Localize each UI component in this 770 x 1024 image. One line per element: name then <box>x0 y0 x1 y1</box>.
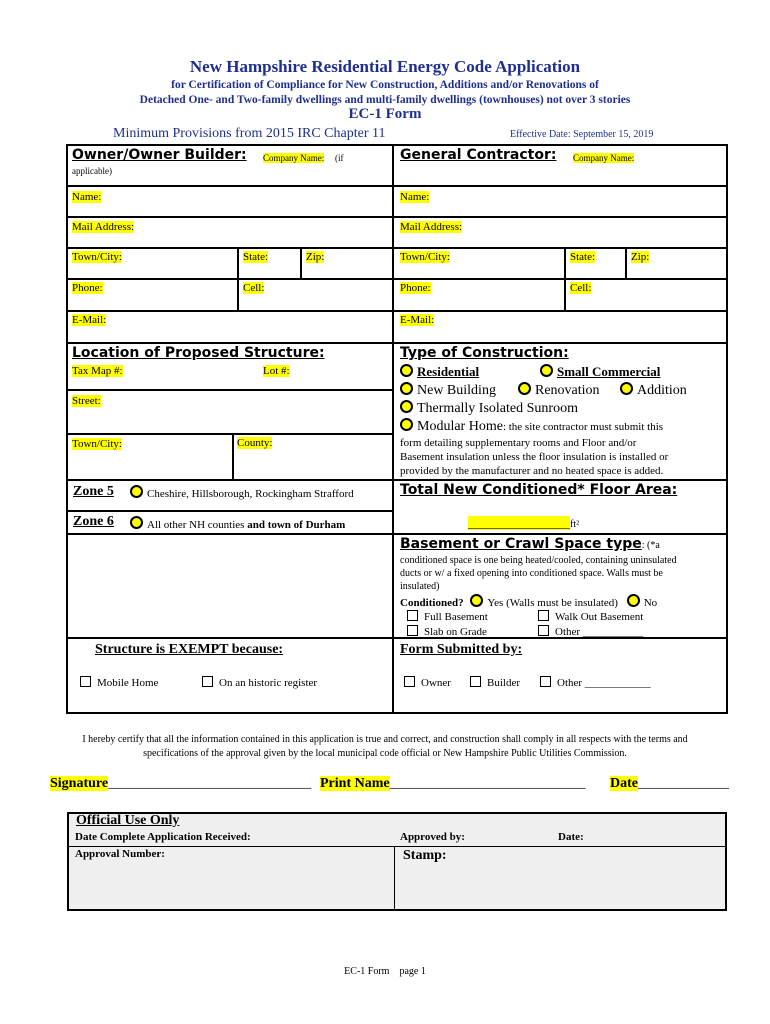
basement-other-checkbox[interactable] <box>538 625 549 636</box>
submitted-heading: Form Submitted by: <box>400 642 523 657</box>
date-label: Date <box>610 776 638 791</box>
print-name-line[interactable]: ____________________________ <box>389 776 586 791</box>
slab-label: Slab on Grade <box>424 626 487 638</box>
modular-note-1: : the site contractor must submit this <box>502 421 664 433</box>
basement-note-2: ducts or w/ a fixed opening into conditioned space. Walls must be <box>400 568 663 579</box>
location-street-field[interactable] <box>67 390 393 434</box>
contractor-email-label: E-Mail: <box>400 314 435 326</box>
owner-company-label: Company Name: <box>263 153 325 163</box>
modular-label: Modular Home <box>417 419 503 434</box>
form-subtitle-2: Detached One- and Two-family dwellings and multi-family dwellings (townhouses) not over 3 stories <box>139 94 631 106</box>
owner-email-field[interactable] <box>67 311 393 343</box>
effective-date: Effective Date: September 15, 2019 <box>510 129 654 140</box>
contractor-name-field[interactable] <box>393 186 727 217</box>
historic-checkbox[interactable] <box>202 676 213 687</box>
addition-radio[interactable] <box>620 382 633 395</box>
approval-number-label: Approval Number: <box>75 848 165 860</box>
submitted-other-checkbox[interactable] <box>540 676 551 687</box>
date-line[interactable]: _____________ <box>638 776 729 791</box>
contractor-name-label: Name: <box>400 191 430 203</box>
mobile-home-label: Mobile Home <box>97 677 159 689</box>
conditioned-no-label: No <box>643 597 658 609</box>
modular-radio[interactable] <box>400 418 413 431</box>
submitted-builder-checkbox[interactable] <box>470 676 481 687</box>
basement-heading: Basement or Crawl Space type <box>400 536 642 552</box>
exempt-heading: Structure is EXEMPT because: <box>95 642 284 657</box>
zone6-label: Zone 6 <box>73 514 114 529</box>
official-divider-h <box>68 846 726 847</box>
signature-line[interactable]: _____________________________ <box>108 776 312 791</box>
conditioned-yes-radio[interactable] <box>470 594 483 607</box>
basement-other-label: Other ___________ <box>555 626 644 638</box>
contractor-heading: General Contractor: <box>400 147 557 163</box>
submitted-owner-checkbox[interactable] <box>404 676 415 687</box>
official-date-label: Date: <box>558 831 584 843</box>
blank-area <box>67 534 393 638</box>
contractor-email-field[interactable] <box>393 311 727 343</box>
tax-map-label: Tax Map #: <box>72 365 123 377</box>
walk-out-checkbox[interactable] <box>538 610 549 621</box>
official-heading: Official Use Only <box>76 813 180 828</box>
certify-line-1: I hereby certify that all the information contained in this application is true and correct, and construction shall comply in all respects with the terms and <box>82 734 688 745</box>
contractor-company-label: Company Name: <box>573 153 635 163</box>
owner-cell-label: Cell: <box>243 282 265 294</box>
owner-zip-label: Zip: <box>306 251 325 263</box>
minimum-provisions: Minimum Provisions from 2015 IRC Chapter 11 <box>113 126 386 141</box>
full-basement-checkbox[interactable] <box>407 610 418 621</box>
zone5-text: Cheshire, Hillsborough, Rockingham Strafford <box>147 488 354 500</box>
small-commercial-radio[interactable] <box>540 364 553 377</box>
contractor-phone-label: Phone: <box>400 282 431 294</box>
owner-if-applicable: (if <box>335 153 344 163</box>
floor-area-blank[interactable]: _________________ <box>468 516 570 530</box>
zone5-radio[interactable] <box>130 485 143 498</box>
mobile-home-checkbox[interactable] <box>80 676 91 687</box>
owner-name-label: Name: <box>72 191 102 203</box>
form-subtitle-1: for Certification of Compliance for New Construction, Additions and/or Renovations of <box>171 79 599 91</box>
sunroom-label: Thermally Isolated Sunroom <box>417 401 578 416</box>
modular-note-3: Basement insulation unless the floor insulation is installed or <box>400 451 669 463</box>
sunroom-radio[interactable] <box>400 400 413 413</box>
county-label: County: <box>237 437 273 449</box>
official-divider-v <box>394 847 395 910</box>
zone5-label: Zone 5 <box>73 484 114 499</box>
contractor-town-label: Town/City: <box>400 251 450 263</box>
renovation-label: Renovation <box>535 383 600 398</box>
owner-phone-label: Phone: <box>72 282 103 294</box>
floor-area-unit: ft² <box>570 519 580 530</box>
page-footer: EC-1 Form page 1 <box>344 966 426 977</box>
location-town-label: Town/City: <box>72 438 122 450</box>
submitted-other-label: Other ____________ <box>557 677 651 689</box>
walk-out-label: Walk Out Basement <box>555 611 644 623</box>
approved-by-label: Approved by: <box>400 831 465 843</box>
owner-mail-label: Mail Address: <box>72 221 135 233</box>
addition-label: Addition <box>637 383 687 398</box>
conditioned-label: Conditioned? <box>400 597 464 609</box>
street-label: Street: <box>72 395 101 407</box>
zone6-text: All other NH counties <box>147 519 248 531</box>
residential-radio[interactable] <box>400 364 413 377</box>
contractor-zip-label: Zip: <box>631 251 650 263</box>
location-heading: Location of Proposed Structure: <box>72 345 325 361</box>
modular-note-2: form detailing supplementary rooms and Floor and/or <box>400 437 637 449</box>
slab-checkbox[interactable] <box>407 625 418 636</box>
small-commercial-label: Small Commercial <box>557 364 661 379</box>
contractor-mail-label: Mail Address: <box>400 221 463 233</box>
basement-note-3: insulated) <box>400 581 440 592</box>
owner-name-field[interactable] <box>67 186 393 217</box>
owner-if-applicable-2: applicable) <box>72 166 112 176</box>
full-basement-label: Full Basement <box>424 611 488 623</box>
contractor-state-label: State: <box>570 251 596 263</box>
owner-heading: Owner/Owner Builder <box>72 147 242 163</box>
basement-note-1: conditioned space is one being heated/cooled, containing uninsulated <box>400 555 677 566</box>
stamp-label: Stamp: <box>403 848 447 863</box>
form-name: EC-1 Form <box>348 106 422 122</box>
owner-town-label: Town/City: <box>72 251 122 263</box>
lot-label: Lot #: <box>263 365 290 377</box>
new-building-radio[interactable] <box>400 382 413 395</box>
form-title: New Hampshire Residential Energy Code Application <box>189 57 581 76</box>
new-building-label: New Building <box>417 383 496 398</box>
owner-email-label: E-Mail: <box>72 314 107 326</box>
conditioned-yes-label: Yes (Walls must be insulated) <box>487 597 618 609</box>
modular-note-4: provided by the manufacturer and no heated space is added. <box>400 465 664 477</box>
zone6-durham: and town of Durham <box>247 519 346 531</box>
print-name-label: Print Name <box>320 776 390 791</box>
owner-state-label: State: <box>243 251 269 263</box>
date-received-label: Date Complete Application Received: <box>75 831 251 843</box>
residential-label: Residential <box>417 364 480 379</box>
floor-area-heading: Total New Conditioned* Floor Area: <box>400 482 678 498</box>
zone6-radio[interactable] <box>130 516 143 529</box>
submitted-builder-label: Builder <box>487 677 520 689</box>
signature-label: Signature <box>50 776 109 791</box>
construction-heading: Type of Construction: <box>400 345 569 361</box>
basement-heading-suffix: : (*a <box>641 540 660 551</box>
conditioned-no-radio[interactable] <box>627 594 640 607</box>
renovation-radio[interactable] <box>518 382 531 395</box>
historic-label: On an historic register <box>219 677 318 689</box>
contractor-cell-label: Cell: <box>570 282 592 294</box>
submitted-owner-label: Owner <box>421 677 451 689</box>
certify-line-2: specifications of the approval given by the local municipal code official or New Hampshire Public Utilities Commission. <box>143 748 627 759</box>
